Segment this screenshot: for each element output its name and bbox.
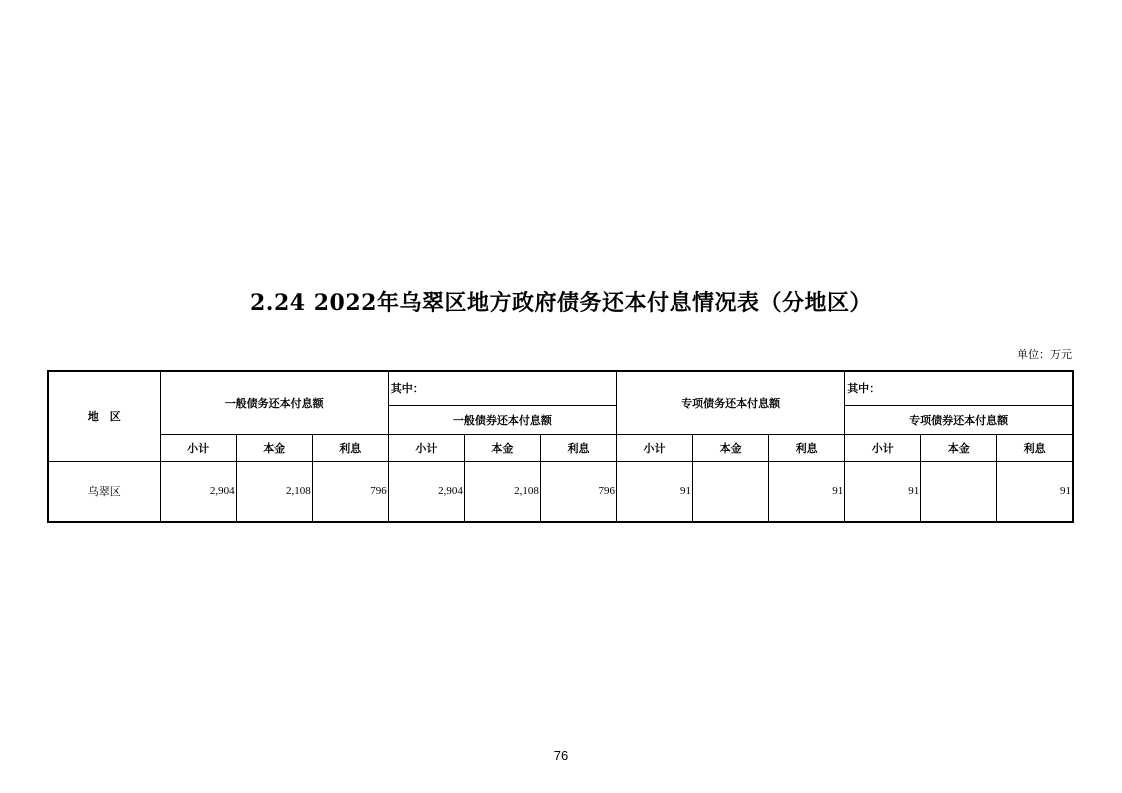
value-cell: 796 xyxy=(312,461,388,522)
subheader-cell: 利息 xyxy=(540,434,616,461)
subheader-cell: 本金 xyxy=(921,434,997,461)
value-cell: 91 xyxy=(769,461,845,522)
subheader-cell: 小计 xyxy=(160,434,236,461)
value-cell: 91 xyxy=(997,461,1073,522)
subheader-cell: 本金 xyxy=(236,434,312,461)
special-bond-header: 专项债券还本付息额 xyxy=(845,405,1073,434)
value-cell: 2,108 xyxy=(464,461,540,522)
subheader-cell: 小计 xyxy=(616,434,692,461)
subheader-cell: 小计 xyxy=(845,434,921,461)
general-debt-header: 一般债务还本付息额 xyxy=(160,371,388,434)
debt-table xyxy=(47,370,1074,523)
value-cell: 2,904 xyxy=(160,461,236,522)
unit-label: 单位：万元 xyxy=(1017,348,1072,361)
value-cell: 2,904 xyxy=(388,461,464,522)
header-row-3 xyxy=(48,434,1073,461)
value-cell: 91 xyxy=(616,461,692,522)
subheader-cell: 本金 xyxy=(693,434,769,461)
subheader-cell: 小计 xyxy=(388,434,464,461)
general-bond-prefix: 其中： xyxy=(388,371,616,405)
subheader-cell: 本金 xyxy=(464,434,540,461)
general-bond-header: 一般债券还本付息额 xyxy=(388,405,616,434)
value-cell xyxy=(921,461,997,522)
page-number: 76 xyxy=(553,748,569,763)
table-row xyxy=(48,461,1073,522)
subheader-cell: 利息 xyxy=(997,434,1073,461)
value-cell: 2,108 xyxy=(236,461,312,522)
value-cell xyxy=(693,461,769,522)
page-title: 2.24 2022年乌翠区地方政府债务还本付息情况表（分地区） xyxy=(250,290,872,316)
special-debt-header: 专项债务还本付息额 xyxy=(616,371,844,434)
special-bond-prefix: 其中： xyxy=(845,371,1073,405)
header-row-1 xyxy=(48,371,1073,405)
region-header: 地 区 xyxy=(48,371,160,461)
subheader-cell: 利息 xyxy=(769,434,845,461)
region-cell: 乌翠区 xyxy=(48,461,160,522)
subheader-cell: 利息 xyxy=(312,434,388,461)
value-cell: 796 xyxy=(540,461,616,522)
value-cell: 91 xyxy=(845,461,921,522)
